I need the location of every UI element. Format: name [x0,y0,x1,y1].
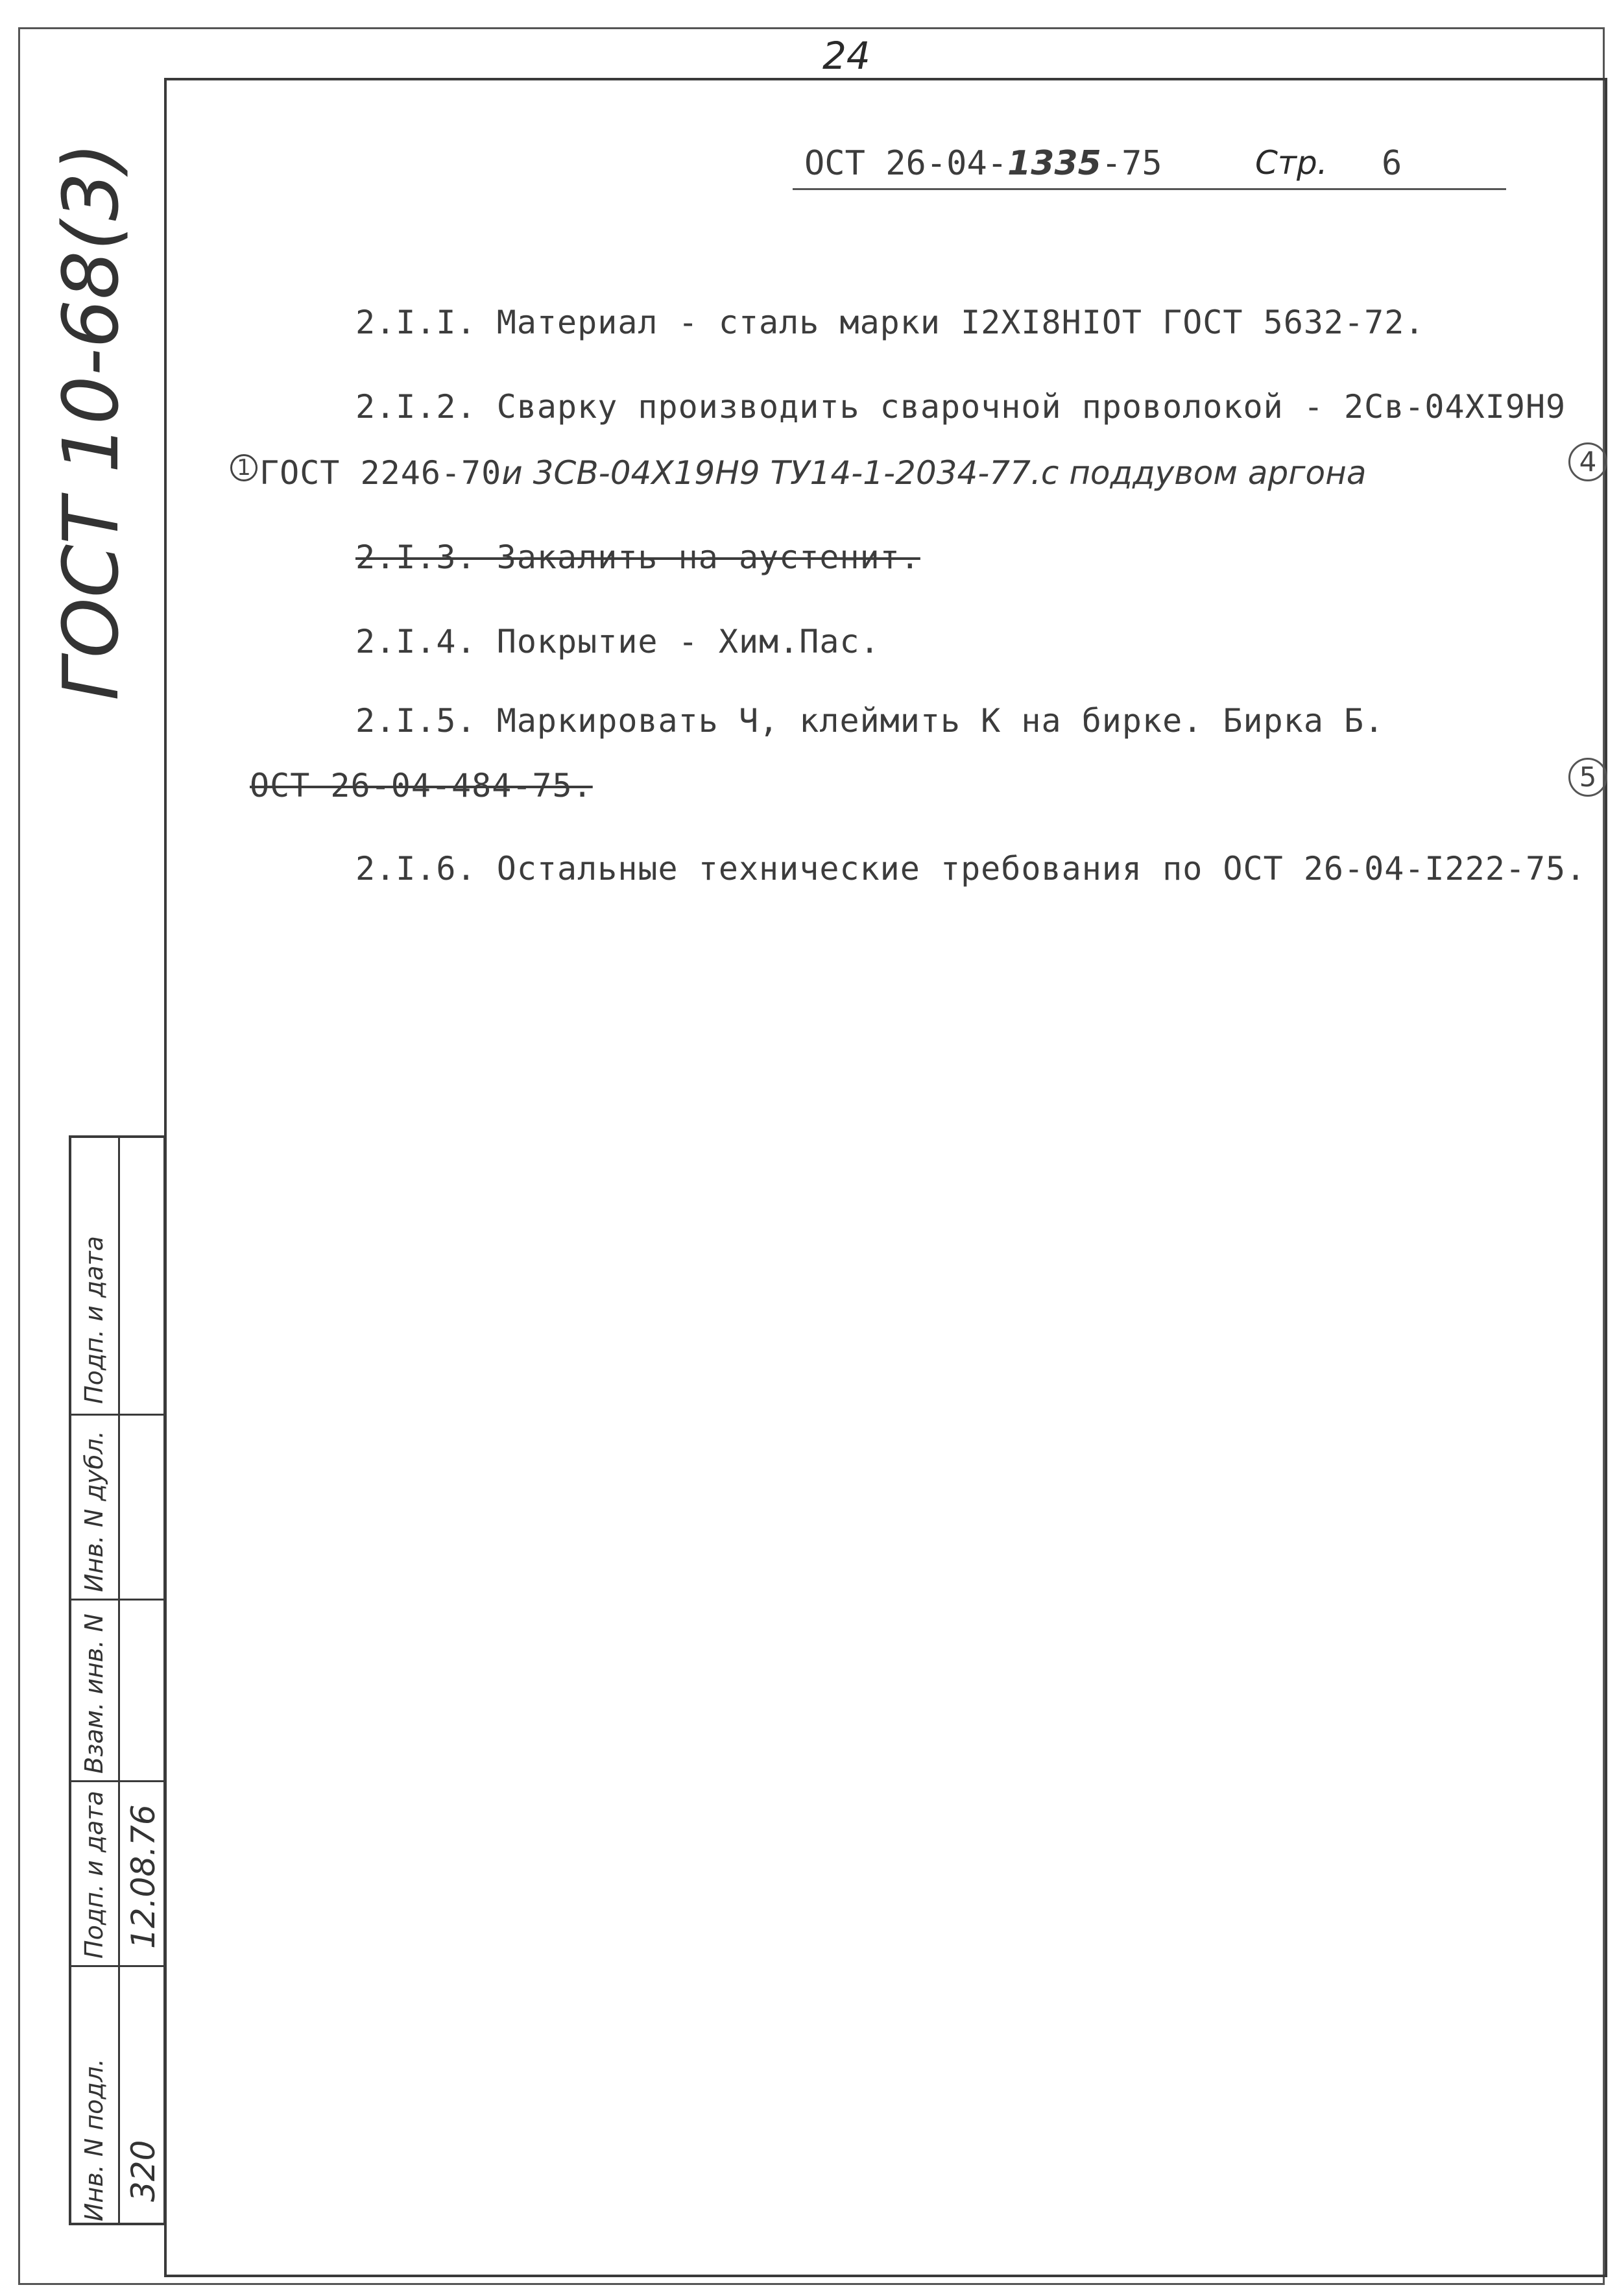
document-designation [804,144,1162,183]
change-mark-1: 1 [230,454,258,481]
side-gost-stamp: ГОСТ 10-68(3) [46,142,136,701]
paragraph-2-1-4: 2.I.4. Покрытие - Хим.Пас. [355,623,880,660]
paragraph-2-1-6: 2.I.6. Остальные технические требования по ОСТ 26-04-I222-75. [355,850,1587,888]
margin-change-mark-4: 4 [1568,442,1607,481]
handwritten-amendment: и 3СВ-04Х19Н9 ТУ14-1-2034-77.с поддувом аргона [501,454,1367,492]
paragraph-2-1-2-line1: 2.I.2. Сварку производить сварочной проволокой - 2Св-04XI9H9 [355,388,1566,426]
gost-reference: ГОСТ 2246-70 [259,454,502,492]
stamp-label-dup-inv: Инв. N дубл. [80,1431,108,1592]
margin-change-mark-5: 5 [1568,758,1607,797]
paragraph-2-1-5-line2-struck: ОСТ 26-04-484-75. [250,767,593,804]
sheet-number: 6 [1382,144,1402,183]
page-label: Стр. [1255,144,1328,182]
ost-number: 1335 [1007,144,1101,183]
stamp-inventory-value: 320 [125,2140,162,2202]
paragraph-2-1-1: 2.I.I. Материал - сталь марки I2XI8HIОТ ГОСТ 5632-72. [355,304,1425,341]
stamp-label-orig-inv: Инв. N подл. [80,2058,108,2221]
stamp-label-replace-inv: Взам. инв. N [80,1613,108,1774]
header-underline [793,188,1506,190]
ost-prefix: ОСТ 26-04- [804,144,1008,183]
paragraph-2-1-5-line1: 2.I.5. Маркировать Ч, клеймить К на бирке. Бирка Б. [355,702,1385,740]
archive-stamp-table [69,1135,166,2225]
ost-suffix: -75 [1101,144,1162,183]
stamp-date-value: 12.08.76 [125,1804,162,1949]
stamp-label-sign-date-2: Подп. и дата [80,1791,108,1959]
page-number: 24 [822,34,870,78]
paragraph-2-1-3-struck: 2.I.3. Закалить на аустенит. [355,538,920,576]
paragraph-2-1-2-line2 [259,454,1366,492]
stamp-label-sign-date: Подп. и дата [80,1236,108,1404]
